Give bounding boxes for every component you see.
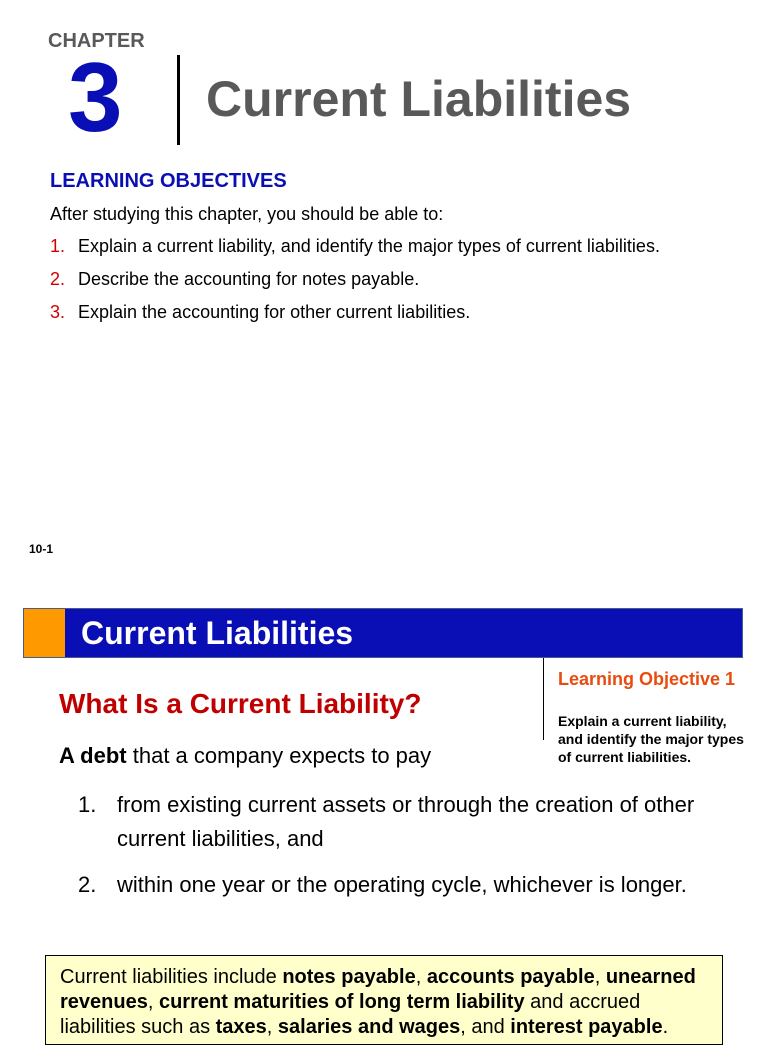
learning-objectives-intro: After studying this chapter, you should be able to: [50,204,444,224]
criteria-number: 1. [78,792,97,817]
note-text: , [415,966,427,988]
criteria-item [78,868,698,902]
learning-objectives-heading: LEARNING OBJECTIVES [50,170,287,192]
slide-title-bar [23,608,743,658]
note-term: unearned revenues [60,966,696,1013]
note-text: . [662,1016,669,1038]
note-text: , [594,966,606,988]
note-text: , and [460,1016,511,1038]
objective-text: Describe the accounting for notes payable. [78,269,420,289]
objective-number: 2. [50,269,66,289]
note-text: and accrued liabilities such as [60,991,641,1038]
criteria-item [78,788,698,856]
note-text: , [266,1016,278,1038]
chapter-divider [177,55,180,145]
slide-current-liabilities [0,590,768,1038]
note-term: taxes [215,1016,267,1038]
objective-text: Explain the accounting for other current liabilities. [78,302,471,322]
definition-text [59,743,431,769]
learning-objective-description: Explain a current liability, and identify the major types of current liabilities. [558,713,744,765]
objective-divider [543,658,544,740]
note-term: notes payable [282,966,416,988]
objective-text: Explain a current liability, and identify the major types of current liabilities. [78,236,660,256]
definition-rest: that a company expects to pay [126,743,432,768]
chapter-number: 3 [68,42,123,152]
current-liabilities-note [45,955,723,1045]
note-term: salaries and wages [277,1016,461,1038]
objective-number: 1. [50,236,66,256]
slide-title: Current Liabilities [81,615,354,651]
note-term: current maturities of long term liability [158,991,525,1013]
title-accent-block [24,609,65,657]
criteria-list [78,788,698,914]
criteria-text: from existing current assets or through the creation of other current liabilities, and [117,792,695,851]
section-heading: What Is a Current Liability? [59,688,422,719]
learning-objective-label: Learning Objective 1 [558,669,736,689]
note-term: interest payable [510,1016,663,1038]
chapter-label: CHAPTER [48,30,145,52]
definition-bold: A debt [59,743,127,768]
chapter-title: Current Liabilities [206,71,632,127]
objective-number: 3. [50,302,66,322]
note-text: , [147,991,159,1013]
note-term: accounts payable [426,966,595,988]
criteria-text: within one year or the operating cycle, whichever is longer. [117,872,687,897]
slide-number: 10-1 [29,542,54,556]
note-text: Current liabilities include [60,966,283,988]
criteria-number: 2. [78,872,97,897]
